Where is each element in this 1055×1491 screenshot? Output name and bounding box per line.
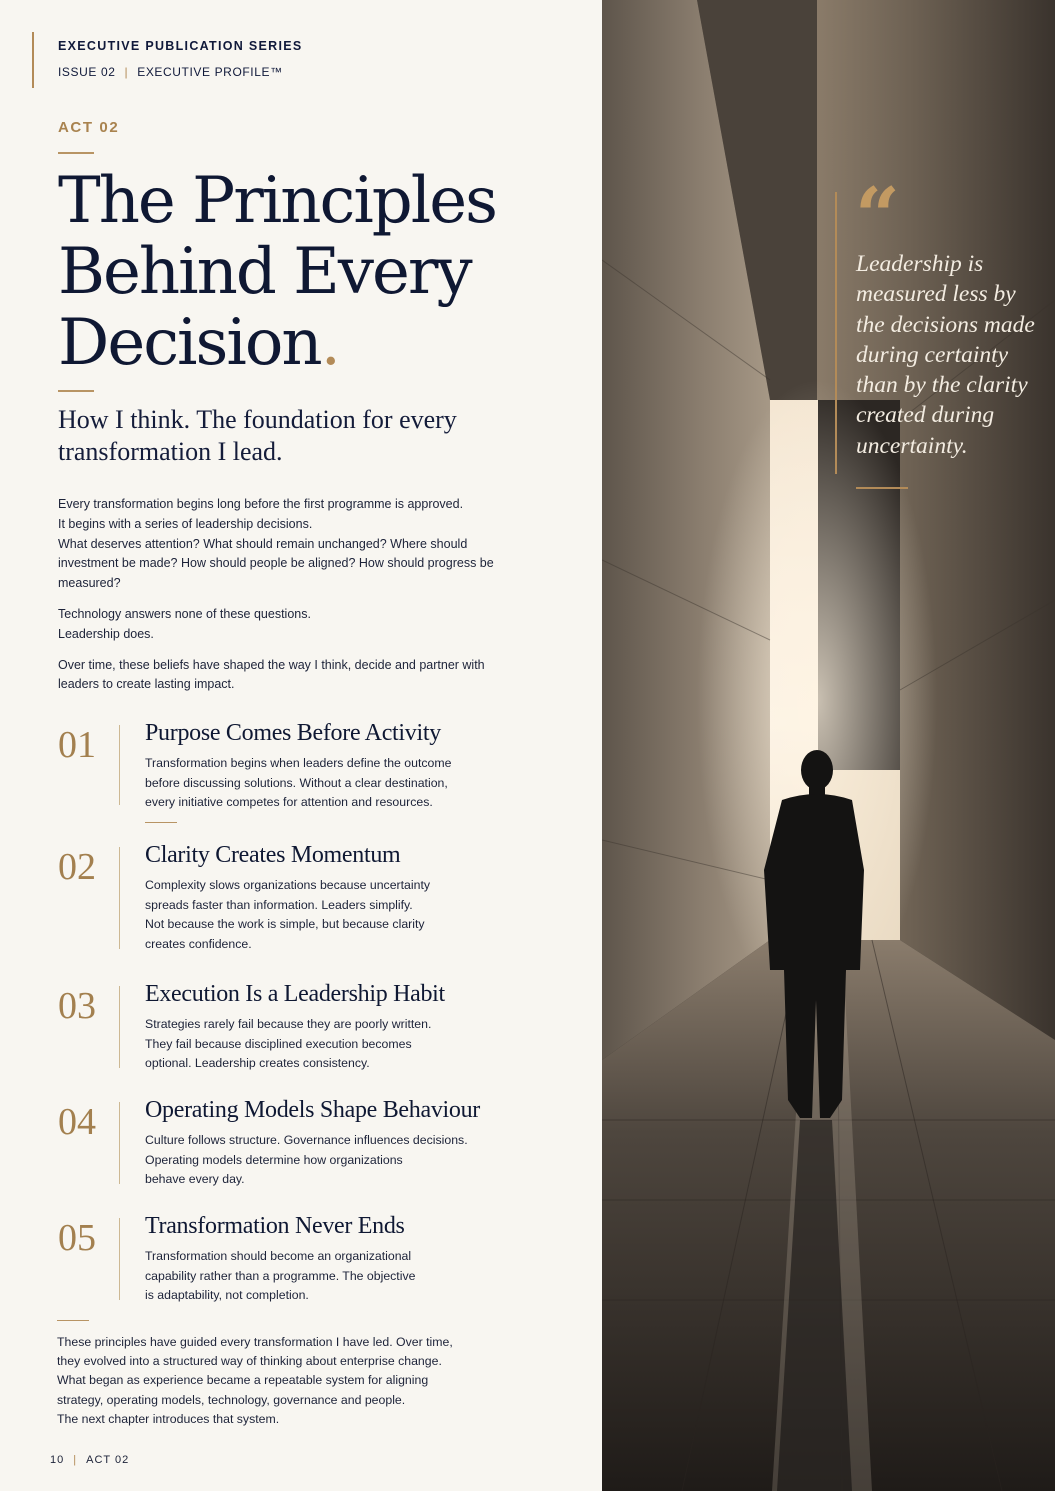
principle-body: Transformation should become an organizational capability rather than a programme. The objective is adaptability, not completion. xyxy=(145,1249,416,1303)
page-title xyxy=(58,166,588,379)
act-label: ACT 02 xyxy=(58,119,120,136)
divider xyxy=(145,822,177,823)
title-text: The Principles Behind Every Decision xyxy=(58,164,496,380)
quote-accent-bar xyxy=(835,192,837,474)
footer-act: ACT 02 xyxy=(86,1454,130,1466)
principle-item xyxy=(58,981,578,1071)
principle-number: 05 xyxy=(58,1217,96,1259)
intro-paragraph: Technology answers none of these questions. Leadership does. xyxy=(58,606,311,641)
principle-body: Complexity slows organizations because uncertainty spreads faster than information. Leaders simplify. Not because the work is simple, but because clarity creates confidence. xyxy=(145,878,431,951)
principle-title: Operating Models Shape Behaviour xyxy=(145,1097,480,1123)
principle-divider xyxy=(119,725,120,805)
intro-paragraph: Every transformation begins long before the first programme is approved. It begins with a series of leadership decisions. What deserves attention? What should remain unchanged? Where should investment be made? How should people be aligned? How should progress be measured? xyxy=(58,497,494,591)
page-number: 10 xyxy=(50,1454,65,1466)
corridor-photo xyxy=(602,0,1055,1491)
intro-text xyxy=(58,495,528,706)
principle-title: Transformation Never Ends xyxy=(145,1213,405,1239)
principle-item xyxy=(58,1213,578,1303)
page-footer xyxy=(50,1454,129,1466)
divider xyxy=(57,1320,89,1321)
title-dot: . xyxy=(320,306,339,380)
principle-number: 01 xyxy=(58,724,96,766)
publication-header xyxy=(32,32,303,88)
separator: | xyxy=(73,1454,78,1466)
closing-paragraph: These principles have guided every transformation I have led. Over time, they evolved into a structured way of thinking about enterprise change. What began as experience became a repeatable system for aligning strategy, operating models, technology, governance and people. The next chapter introduces that system. xyxy=(57,1335,453,1426)
principle-number: 02 xyxy=(58,846,96,888)
principle-body: Transformation begins when leaders define the outcome before discussing solutions. Without a clear destination, every initiative competes for attention and resources. xyxy=(145,756,452,810)
principle-divider xyxy=(119,1102,120,1184)
principle-body: Strategies rarely fail because they are poorly written. They fail because disciplined execution becomes optional. Leadership creates consistency. xyxy=(145,1017,432,1071)
principle-divider xyxy=(119,986,120,1068)
principle-item xyxy=(58,1097,578,1187)
principle-body: Culture follows structure. Governance influences decisions. Operating models determine how organizations behave every day. xyxy=(145,1133,468,1187)
principle-number: 04 xyxy=(58,1101,96,1143)
principle-item xyxy=(58,720,578,810)
divider xyxy=(58,390,94,392)
hero-photo xyxy=(602,0,1055,1491)
issue-number: ISSUE 02 xyxy=(58,65,116,79)
divider xyxy=(58,152,94,154)
principle-divider xyxy=(119,847,120,949)
series-label: EXECUTIVE PUBLICATION SERIES xyxy=(58,39,303,53)
section-label: EXECUTIVE PROFILE™ xyxy=(137,65,283,79)
intro-paragraph: Over time, these beliefs have shaped the way I think, decide and partner with leaders to create lasting impact. xyxy=(58,657,485,692)
quote-mark-icon: “ xyxy=(855,171,900,262)
principle-title: Purpose Comes Before Activity xyxy=(145,720,441,746)
principle-item xyxy=(58,842,578,951)
principle-title: Clarity Creates Momentum xyxy=(145,842,401,868)
subtitle: How I think. The foundation for every transformation I lead. xyxy=(58,405,457,466)
separator: | xyxy=(124,65,129,79)
principle-title: Execution Is a Leadership Habit xyxy=(145,981,445,1007)
issue-row xyxy=(58,65,283,79)
principle-divider xyxy=(119,1218,120,1300)
principle-number: 03 xyxy=(58,985,96,1027)
pull-quote: Leadership is measured less by the decisions made during certainty than by the clarity created during uncertainty. xyxy=(856,251,1035,459)
divider xyxy=(856,487,908,489)
